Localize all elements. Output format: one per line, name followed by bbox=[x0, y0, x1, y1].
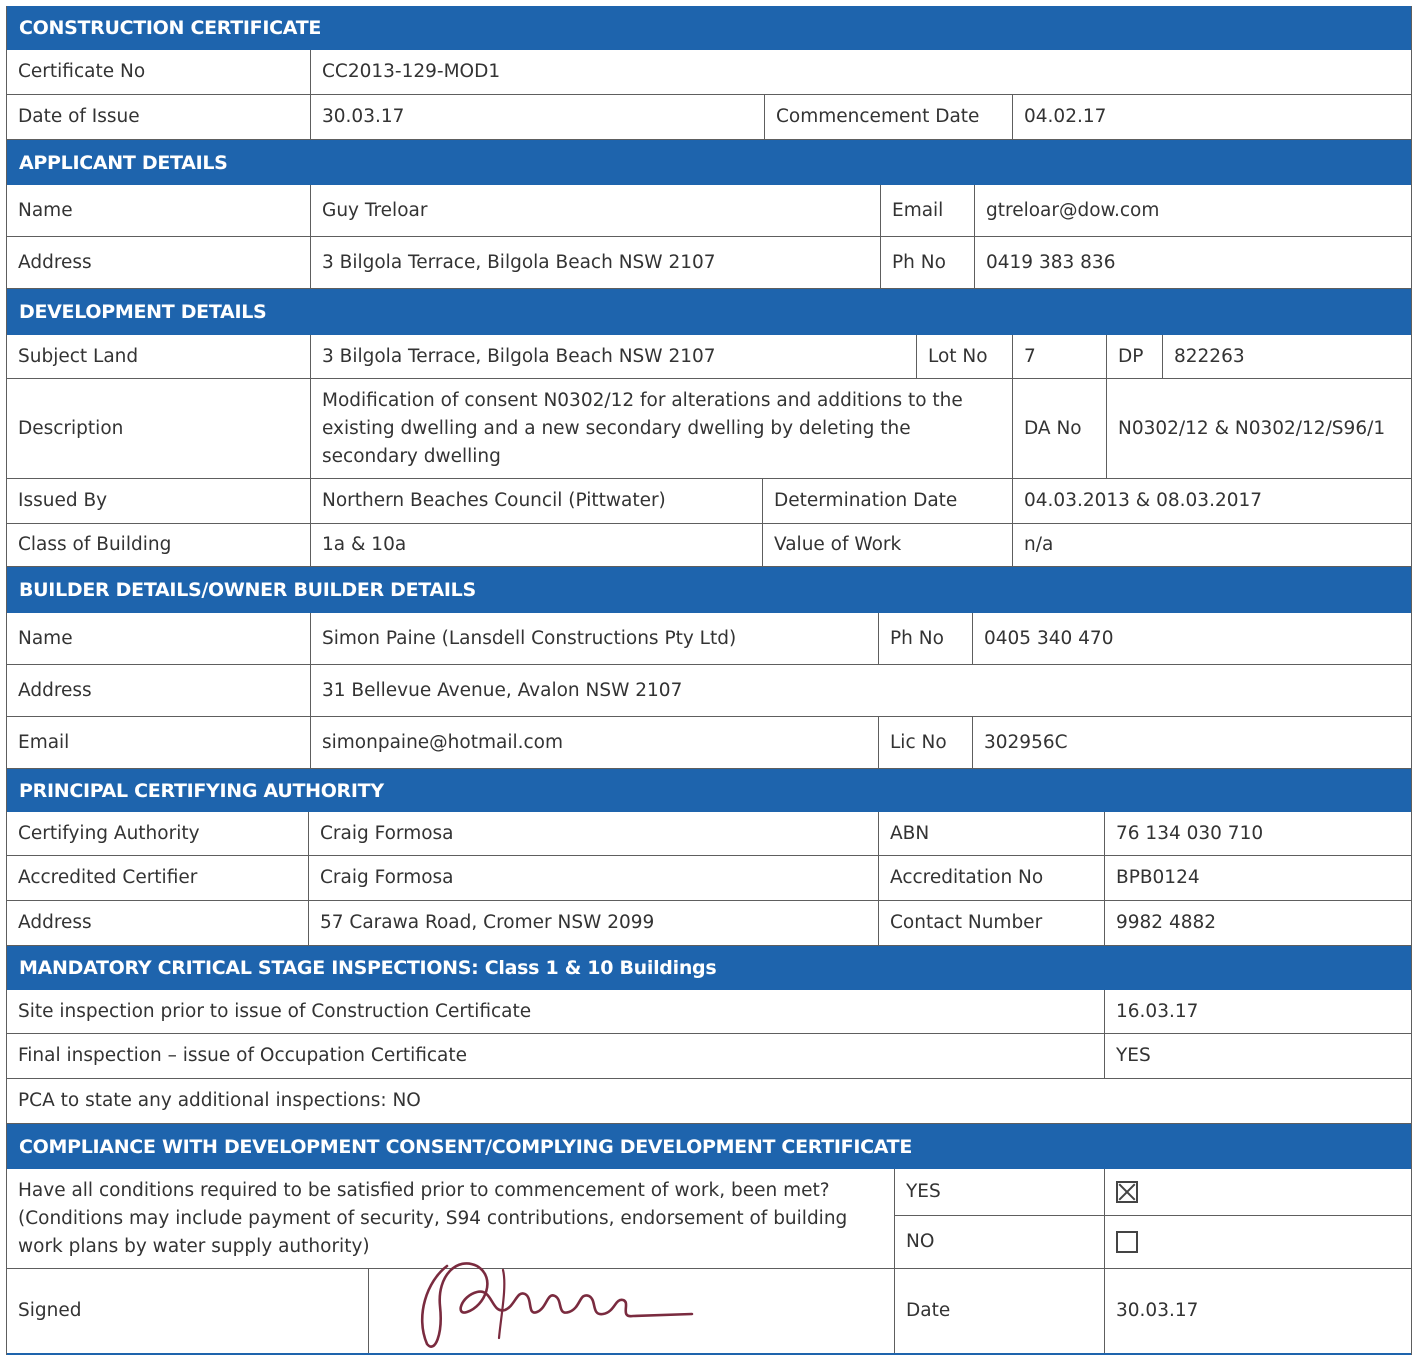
value-of-work-label: Value of Work bbox=[763, 524, 1013, 567]
class-of-building-value: 1a & 10a bbox=[311, 524, 763, 567]
compliance-no-label: NO bbox=[895, 1216, 1105, 1269]
abn-value: 76 134 030 710 bbox=[1105, 812, 1411, 856]
builder-email-value: simonpaine@hotmail.com bbox=[311, 717, 879, 769]
compliance-no-cell bbox=[1105, 1216, 1411, 1269]
builder-address-value: 31 Bellevue Avenue, Avalon NSW 2107 bbox=[311, 665, 1411, 717]
applicant-email-value: gtreloar@dow.com bbox=[975, 185, 1411, 237]
commencement-date-label: Commencement Date bbox=[765, 95, 1013, 140]
applicant-name-label: Name bbox=[7, 185, 311, 237]
builder-address-label: Address bbox=[7, 665, 311, 717]
contact-number-value: 9982 4882 bbox=[1105, 901, 1411, 946]
lot-no-label: Lot No bbox=[917, 335, 1013, 379]
site-inspection-label: Site inspection prior to issue of Construction Certificate bbox=[7, 990, 1105, 1034]
accredited-certifier-label: Accredited Certifier bbox=[7, 856, 309, 901]
commencement-date-value: 04.02.17 bbox=[1013, 95, 1411, 140]
applicant-address-value: 3 Bilgola Terrace, Bilgola Beach NSW 2107 bbox=[311, 237, 881, 289]
abn-label: ABN bbox=[879, 812, 1105, 856]
section-header-construction-certificate: CONSTRUCTION CERTIFICATE bbox=[7, 6, 1411, 50]
description-label: Description bbox=[7, 379, 311, 479]
issued-by-label: Issued By bbox=[7, 479, 311, 524]
dp-label: DP bbox=[1107, 335, 1163, 379]
no-checkbox[interactable] bbox=[1116, 1231, 1138, 1253]
site-inspection-value: 16.03.17 bbox=[1105, 990, 1411, 1034]
subject-land-label: Subject Land bbox=[7, 335, 311, 379]
applicant-email-label: Email bbox=[881, 185, 975, 237]
date-of-issue-label: Date of Issue bbox=[7, 95, 311, 140]
final-inspection-value: YES bbox=[1105, 1034, 1411, 1079]
certificate-no-label: Certificate No bbox=[7, 50, 311, 95]
section-header-development-details: DEVELOPMENT DETAILS bbox=[7, 289, 1411, 335]
section-header-compliance: COMPLIANCE WITH DEVELOPMENT CONSENT/COMPLYING DEVELOPMENT CERTIFICATE bbox=[7, 1124, 1411, 1169]
date-value: 30.03.17 bbox=[1116, 1300, 1199, 1321]
da-no-value: N0302/12 & N0302/12/S96/1 bbox=[1107, 379, 1411, 479]
certificate-no-value: CC2013-129-MOD1 bbox=[311, 50, 1411, 95]
applicant-address-label: Address bbox=[7, 237, 311, 289]
dp-value: 822263 bbox=[1163, 335, 1411, 379]
applicant-phone-value: 0419 383 836 bbox=[975, 237, 1411, 289]
builder-lic-value: 302956C bbox=[973, 717, 1411, 769]
applicant-phone-label: Ph No bbox=[881, 237, 975, 289]
compliance-question: Have all conditions required to be satisfied prior to commencement of work, been met? (Conditions may include payment of security, S94 contributions, endorsement of building work plans by water supply authority) bbox=[7, 1169, 895, 1269]
additional-inspections: PCA to state any additional inspections: NO bbox=[7, 1079, 1411, 1124]
signature-image bbox=[407, 1226, 707, 1356]
da-no-label: DA No bbox=[1013, 379, 1107, 479]
issued-by-value: Northern Beaches Council (Pittwater) bbox=[311, 479, 763, 524]
contact-number-label: Contact Number bbox=[879, 901, 1105, 946]
compliance-yes-label: YES bbox=[895, 1169, 1105, 1216]
date-label: Date bbox=[895, 1269, 1105, 1353]
accreditation-no-value: BPB0124 bbox=[1105, 856, 1411, 901]
builder-email-label: Email bbox=[7, 717, 311, 769]
compliance-yes-cell bbox=[1105, 1169, 1411, 1216]
signed-label: Signed bbox=[7, 1269, 369, 1353]
pca-address-value: 57 Carawa Road, Cromer NSW 2099 bbox=[309, 901, 879, 946]
builder-name-label: Name bbox=[7, 613, 311, 665]
section-header-applicant-details: APPLICANT DETAILS bbox=[7, 140, 1411, 185]
builder-name-value: Simon Paine (Lansdell Constructions Pty Ltd) bbox=[311, 613, 879, 665]
applicant-name-value: Guy Treloar bbox=[311, 185, 881, 237]
construction-certificate-form bbox=[6, 6, 1412, 1355]
accredited-certifier-value: Craig Formosa bbox=[309, 856, 879, 901]
section-header-builder-details: BUILDER DETAILS/OWNER BUILDER DETAILS bbox=[7, 567, 1411, 613]
certifying-authority-value: Craig Formosa bbox=[309, 812, 879, 856]
builder-phone-value: 0405 340 470 bbox=[973, 613, 1411, 665]
yes-checkbox[interactable] bbox=[1116, 1181, 1138, 1203]
description-value: Modification of consent N0302/12 for alterations and additions to the existing dwelling and a new secondary dwelling by deleting the secondary dwelling bbox=[311, 379, 1013, 479]
section-header-mandatory-inspections: MANDATORY CRITICAL STAGE INSPECTIONS: Class 1 & 10 Buildings bbox=[7, 946, 1411, 990]
certifying-authority-label: Certifying Authority bbox=[7, 812, 309, 856]
section-header-principal-certifying-authority: PRINCIPAL CERTIFYING AUTHORITY bbox=[7, 769, 1411, 812]
pca-address-label: Address bbox=[7, 901, 309, 946]
lot-no-value: 7 bbox=[1013, 335, 1107, 379]
builder-phone-label: Ph No bbox=[879, 613, 973, 665]
final-inspection-label: Final inspection – issue of Occupation Certificate bbox=[7, 1034, 1105, 1079]
builder-lic-label: Lic No bbox=[879, 717, 973, 769]
determination-date-value: 04.03.2013 & 08.03.2017 bbox=[1013, 479, 1411, 524]
class-of-building-label: Class of Building bbox=[7, 524, 311, 567]
value-of-work-value: n/a bbox=[1013, 524, 1411, 567]
date-of-issue-value: 30.03.17 bbox=[311, 95, 765, 140]
accreditation-no-label: Accreditation No bbox=[879, 856, 1105, 901]
determination-date-label: Determination Date bbox=[763, 479, 1013, 524]
subject-land-value: 3 Bilgola Terrace, Bilgola Beach NSW 2107 bbox=[311, 335, 917, 379]
